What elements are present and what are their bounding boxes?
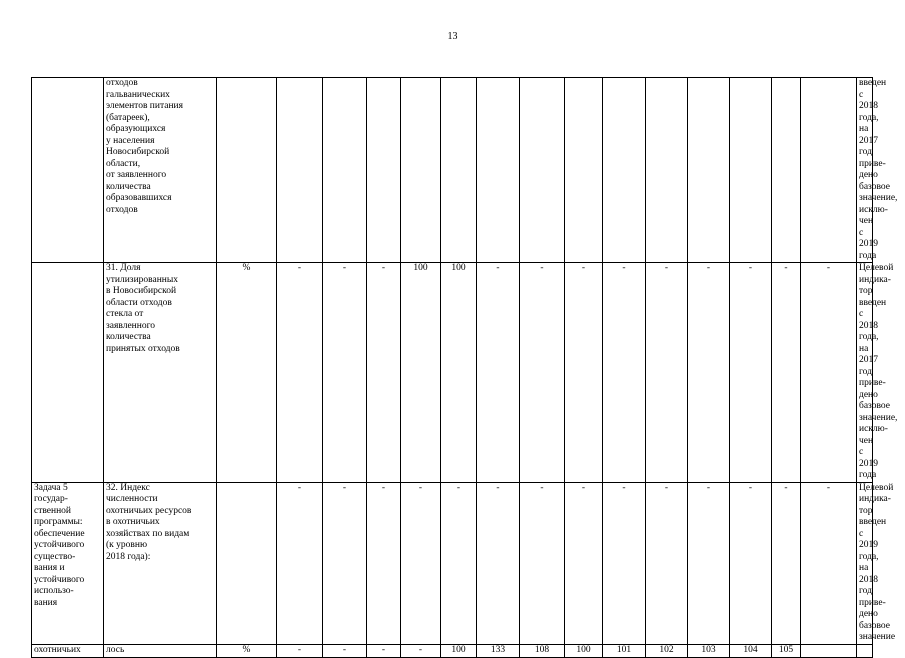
value-cell: - [367,644,401,657]
page-number: 13 [447,31,458,42]
value-cell: 104 [730,644,772,657]
value-cell: - [801,263,857,483]
value-cell: - [688,263,730,483]
value-cell: 108 [520,644,565,657]
value-cell: - [688,482,730,644]
value-cell [730,78,772,263]
value-cell: - [323,263,367,483]
table-row [32,482,873,644]
indicator-cell: лось [104,644,217,657]
value-cell [772,78,801,263]
task-cell: Задача 5 государ- ственной программы: обеспечение устойчивого существо- вания и устойчивого использо- вания [32,482,104,644]
value-cell [520,78,565,263]
note-cell: Целевой индика- тор введен с 2019 года, на 2018 год приве- дено базовое значение [857,482,873,644]
note-cell [857,644,873,657]
note-cell: Целевой индика- тор введен с 2018 года, на 2017 год приве- дено базовое значение, исклю- чен с 2019 года [857,263,873,483]
value-cell: - [323,644,367,657]
value-cell [477,78,520,263]
indicator-cell: 31. Доля утилизированных в Новосибирской области отходов стекла от заявленного количества принятых отходов [104,263,217,483]
value-cell: - [520,263,565,483]
value-cell: 100 [565,644,603,657]
table-row [32,644,873,657]
value-cell: 102 [646,644,688,657]
value-cell: - [646,263,688,483]
indicator-table [31,77,898,658]
task-cell: охотничьих [32,644,104,657]
value-cell: - [477,263,520,483]
value-cell: - [730,263,772,483]
indicator-cell: отходов гальванических элементов питания (батареек), образующихся у населения Новосибирской области, от заявленного количества образовавшихся отходов [104,78,217,263]
unit-cell: % [217,263,277,483]
value-cell: 105 [772,644,801,657]
value-cell [277,78,323,263]
value-cell: - [520,482,565,644]
value-cell: - [441,482,477,644]
value-cell: - [772,482,801,644]
value-cell: 100 [441,644,477,657]
value-cell [441,78,477,263]
value-cell [401,78,441,263]
unit-cell: % [217,644,277,657]
value-cell: - [565,263,603,483]
unit-cell [217,482,277,644]
value-cell: - [277,482,323,644]
unit-cell [217,78,277,263]
value-cell: 133 [477,644,520,657]
value-cell [323,78,367,263]
value-cell: 100 [441,263,477,483]
value-cell: - [323,482,367,644]
value-cell [688,78,730,263]
table-row [32,78,873,263]
value-cell: - [603,263,646,483]
table-row [32,263,873,483]
task-cell [32,263,104,483]
value-cell: - [565,482,603,644]
value-cell: - [772,263,801,483]
value-cell [801,644,857,657]
value-cell: 101 [603,644,646,657]
value-cell: - [277,263,323,483]
value-cell: 103 [688,644,730,657]
value-cell [801,78,857,263]
value-cell: - [367,263,401,483]
note-cell: введен с 2018 года, на 2017 год приве- дено базовое значение, исклю- чен с 2019 года [857,78,873,263]
value-cell: - [603,482,646,644]
value-cell: - [801,482,857,644]
value-cell [603,78,646,263]
value-cell: - [401,644,441,657]
value-cell [367,78,401,263]
value-cell [565,78,603,263]
value-cell: - [730,482,772,644]
value-cell: - [477,482,520,644]
indicator-cell: 32. Индекс численности охотничьих ресурсов в охотничьих хозяйствах по видам (к уровню 2018 года): [104,482,217,644]
value-cell: 100 [401,263,441,483]
value-cell: - [401,482,441,644]
value-cell: - [277,644,323,657]
value-cell: - [367,482,401,644]
value-cell [646,78,688,263]
task-cell [32,78,104,263]
value-cell: - [646,482,688,644]
